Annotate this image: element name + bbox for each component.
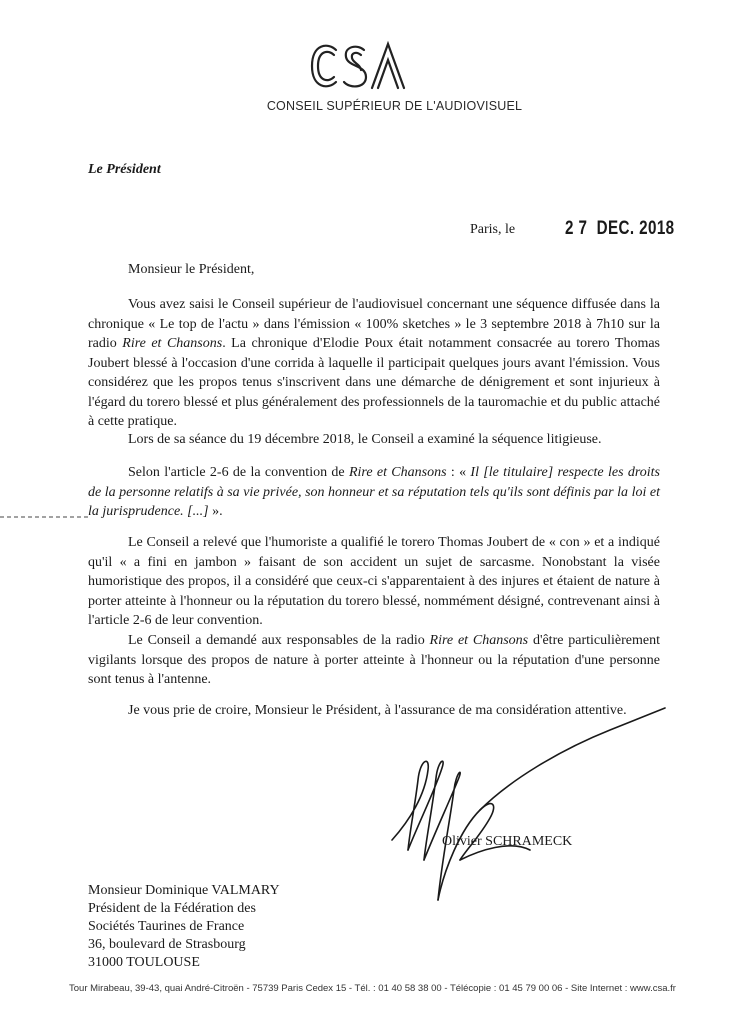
- paragraph-request: Le Conseil a demandé aux responsables de la radio Rire et Chansons d'être particulièrement vigilants lorsque des propos de nature à porter atteinte à l'honneur ou la réputation d'une personne sont tenus à l'antenne.: [88, 633, 661, 687]
- org-name: CONSEIL SUPÉRIEUR DE L'AUDIOVISUEL: [266, 99, 523, 113]
- recipient-line: 36, boulevard de Strasbourg: [88, 937, 246, 952]
- recipient-line: Monsieur Dominique VALMARY: [88, 883, 280, 898]
- csa-logo: [308, 40, 408, 92]
- paragraph-session: Lors de sa séance du 19 décembre 2018, le Conseil a examiné la séquence litigieuse.: [128, 432, 602, 447]
- paragraph-closing: Je vous prie de croire, Monsieur le Président, à l'assurance de ma considération attentive.: [128, 703, 627, 718]
- handwritten-signature: [380, 700, 670, 915]
- recipient-address: [88, 882, 280, 972]
- footer-contact: Tour Mirabeau, 39-43, quai André-Citroën - 75739 Paris Cedex 15 - Tél. : 01 40 58 38 00 - Télécopie : 01 45 79 00 06 - Site Internet : www.csa.fr: [69, 983, 676, 994]
- paragraph-complaint: Vous avez saisi le Conseil supérieur de l'audiovisuel concernant une séquence diffusée dans la chronique « Le top de l'actu » dans l'émission « 100% sketches » le 3 septembre 2018 à 7h10 sur la radio Rire et Chansons. La chronique d'Elodie Poux était notamment consacrée au torero Thomas Joubert blessé à l'occasion d'une corrida à laquelle il participait quelques jours avant l'émission. Vous considérez que les propos tenus s'inscrivent dans une démarche de dénigrement et sont injurieux à l'égard du torero blessé et plus généralement des professionnels de la tauromachie et du public attaché à cette pratique.: [88, 297, 661, 429]
- recipient-line: Sociétés Taurines de France: [88, 919, 245, 934]
- salutation: Monsieur le Président,: [128, 262, 255, 277]
- paragraph-convention: Selon l'article 2-6 de la convention de Rire et Chansons : « Il [le titulaire] respecte les droits de la personne relatifs à sa vie privée, son honneur et sa réputation tels qu'ils sont définis par la loi et la jurisprudence. [...] ».: [88, 465, 661, 519]
- paragraph-findings: Le Conseil a relevé que l'humoriste a qualifié le torero Thomas Joubert de « con » et a indiqué qu'il « a fini en jambon » faisant de son accident un sujet de sarcasme. Nonobstant la visée humoristique des propos, il a considéré que ceux-ci s'apparentaient à des injures et étaient de nature à porter atteinte à l'honneur ou la réputation du torero blessé, nommément désigné, contrevenant ainsi à l'article 2-6 de leur convention.: [88, 535, 660, 628]
- recipient-line: 31000 TOULOUSE: [88, 955, 200, 970]
- date-place: Paris, le: [470, 222, 516, 237]
- date-stamp: 2 7 DEC. 2018: [565, 218, 675, 239]
- signatory-name: Olivier SCHRAMECK: [442, 834, 573, 849]
- recipient-line: Président de la Fédération des: [88, 901, 256, 916]
- scan-artifact-line: [0, 516, 90, 518]
- sender-title: Le Président: [88, 162, 161, 177]
